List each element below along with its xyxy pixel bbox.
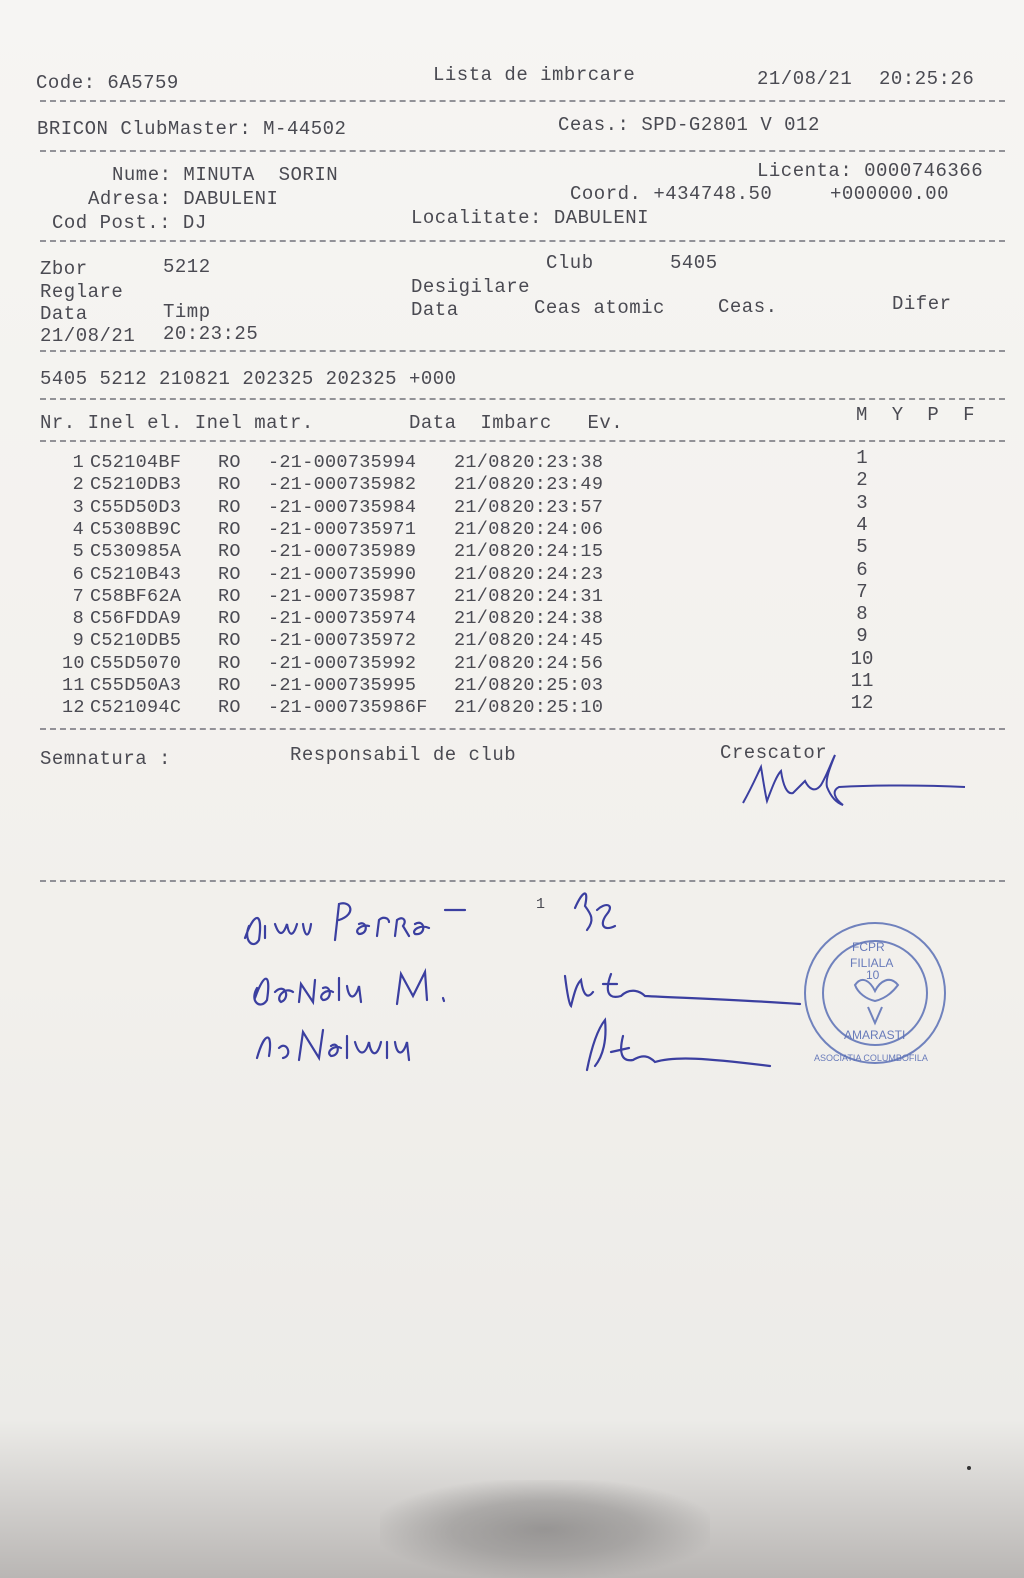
coord-text: Coord. +434748.50	[570, 183, 773, 205]
cell-m: 10	[850, 647, 874, 670]
cell-m: 1	[856, 447, 868, 469]
cell-m: 4	[856, 513, 868, 536]
difer-label: Difer	[892, 293, 952, 315]
reglare-label: Reglare	[40, 281, 124, 303]
cell-el: C530985A	[90, 541, 182, 563]
table-row	[62, 452, 612, 473]
cod-post-text: Cod Post.: DJ	[52, 212, 207, 234]
data2-label: Data	[411, 299, 459, 321]
table-row	[62, 474, 612, 495]
cell-ro: RO	[218, 675, 241, 696]
myp-header: M Y P F	[856, 404, 976, 426]
cell-el: C55D50D3	[90, 496, 182, 518]
cell-time: 20:24:38	[512, 608, 604, 630]
cell-nr: 4	[72, 518, 84, 540]
responsabil-label: Responsabil de club	[290, 744, 517, 766]
cell-matr: -21-000735994	[268, 452, 417, 473]
divider	[40, 240, 1005, 242]
cell-nr: 5	[72, 541, 84, 563]
cell-m: 8	[856, 603, 868, 626]
cell-matr: -21-000735982	[268, 474, 417, 496]
table-row	[62, 519, 612, 540]
cell-matr: -21-000735984	[268, 496, 417, 518]
table-row	[62, 653, 612, 674]
document-title: Lista de imbrcare	[433, 64, 636, 86]
cell-time: 20:23:57	[512, 496, 604, 518]
cell-m: 7	[856, 580, 868, 603]
reglare-date: 21/08/21	[40, 325, 136, 347]
cell-m: 11	[850, 670, 874, 692]
cell-matr: -21-000735987	[268, 585, 417, 607]
stamp-ring-text: ASOCIATIA COLUMBOFILA	[814, 1053, 928, 1063]
table-row	[62, 586, 612, 607]
divider	[40, 440, 1005, 442]
ceas-label: Ceas.	[718, 296, 778, 318]
cell-el: C52104BF	[90, 452, 182, 473]
cell-ro: RO	[218, 630, 241, 652]
cell-m: 9	[856, 625, 868, 648]
cell-time: 20:23:49	[512, 474, 604, 496]
cell-el: C521094C	[90, 697, 182, 719]
cell-m: 3	[856, 491, 868, 514]
cell-m: 6	[856, 558, 868, 581]
cell-time: 20:24:23	[512, 563, 604, 585]
cell-time: 20:25:03	[512, 675, 604, 696]
cell-nr: 8	[72, 608, 84, 630]
cell-time: 20:24:15	[512, 541, 604, 563]
cell-data: 21/08	[454, 563, 512, 585]
stamp-filiala: FILIALA	[850, 956, 894, 970]
cell-el: C56FDDA9	[90, 608, 182, 630]
cell-m: 5	[856, 536, 868, 559]
cell-m: 12	[850, 692, 874, 715]
cell-matr: -21-000735971	[268, 518, 417, 540]
page-number: 1	[536, 896, 546, 913]
cell-nr: 2	[72, 474, 84, 496]
cell-data: 21/08	[454, 630, 512, 652]
nume-text: Nume: MINUTA SORIN	[112, 164, 339, 186]
cell-time: 20:24:06	[512, 518, 604, 540]
crescator-signature	[735, 745, 975, 815]
cell-time: 20:24:45	[512, 630, 604, 652]
cell-matr: -21-000735992	[268, 652, 417, 674]
zbor-label: Zbor	[40, 258, 88, 280]
stamp-num: 10	[866, 968, 880, 982]
reglare-time: 20:23:25	[163, 323, 259, 345]
cell-matr: -21-000735990	[268, 563, 417, 585]
cell-ro: RO	[218, 518, 241, 540]
table-row	[62, 675, 612, 696]
cell-data: 21/08	[454, 675, 512, 696]
ceas-text: Ceas.: SPD-G2801 V 012	[558, 114, 820, 136]
divider	[40, 350, 1005, 352]
cell-ro: RO	[218, 652, 241, 674]
cell-matr: -21-000735989	[268, 541, 417, 563]
crescator-label: Crescator	[720, 742, 828, 764]
licenta-text: Licenta: 0000746366	[757, 160, 984, 182]
cell-data: 21/08	[454, 518, 512, 540]
speck	[967, 1466, 971, 1470]
cell-data: 21/08	[454, 697, 512, 719]
code-line: 5405 5212 210821 202325 202325 +000	[40, 368, 457, 390]
divider	[40, 728, 1005, 730]
cell-el: C5308B9C	[90, 518, 182, 540]
header-date: 21/08/21	[757, 68, 853, 90]
cell-data: 21/08	[454, 652, 512, 674]
localitate-text: Localitate: DABULENI	[411, 207, 650, 229]
cell-data: 21/08	[454, 585, 512, 607]
cell-matr: -21-000735972	[268, 630, 417, 652]
cell-matr: -21-000735986F	[268, 697, 428, 719]
handwritten-names	[235, 880, 815, 1080]
cell-ro: RO	[218, 541, 241, 563]
semnatura-label: Semnatura :	[40, 748, 171, 770]
cell-nr: 10	[62, 652, 85, 674]
cell-data: 21/08	[454, 474, 512, 496]
zbor-value: 5212	[163, 256, 211, 278]
cell-ro: RO	[218, 474, 241, 496]
club-stamp	[800, 915, 950, 1070]
cell-nr: 3	[72, 496, 84, 518]
table-header: Nr. Inel el. Inel matr. Data Imbarc Ev.	[40, 412, 624, 434]
header-time: 20:25:26	[879, 68, 975, 90]
desigilare-label: Desigilare	[411, 276, 531, 298]
table-row	[62, 630, 612, 651]
cell-data: 21/08	[454, 496, 512, 518]
cell-nr: 1	[72, 452, 84, 473]
cell-time: 20:23:38	[512, 452, 604, 473]
cell-m: 2	[856, 469, 868, 492]
ceas-atomic-label: Ceas atomic	[534, 297, 665, 319]
timp-label: Timp	[163, 301, 211, 323]
divider	[40, 398, 1005, 400]
table-row	[62, 497, 612, 518]
code-text: Code: 6A5759	[36, 72, 179, 94]
cell-nr: 7	[72, 585, 84, 607]
cell-time: 20:24:31	[512, 585, 604, 607]
cell-ro: RO	[218, 608, 241, 630]
cell-time: 20:25:10	[512, 697, 604, 719]
table-row	[62, 697, 612, 718]
cell-el: C55D5070	[90, 652, 182, 674]
data-label: Data	[40, 303, 88, 325]
cell-el: C5210DB5	[90, 630, 182, 652]
stamp-text-top: FCPR	[852, 940, 885, 954]
coord2-text: +000000.00	[830, 183, 950, 205]
cell-ro: RO	[218, 496, 241, 518]
club-value: 5405	[670, 252, 718, 274]
cell-matr: -21-000735995	[268, 675, 417, 696]
cell-time: 20:24:56	[512, 652, 604, 674]
cell-nr: 12	[62, 697, 85, 719]
cell-ro: RO	[218, 563, 241, 585]
cell-ro: RO	[218, 585, 241, 607]
divider	[40, 150, 1005, 152]
table-row	[62, 541, 612, 562]
clubmaster-text: BRICON ClubMaster: M-44502	[37, 118, 347, 140]
cell-data: 21/08	[454, 452, 512, 473]
cell-el: C5210B43	[90, 563, 182, 585]
adresa-text: Adresa: DABULENI	[88, 188, 279, 210]
cell-data: 21/08	[454, 608, 512, 630]
photo-shadow	[380, 1480, 710, 1578]
cell-nr: 11	[62, 675, 85, 696]
divider	[40, 100, 1005, 102]
cell-ro: RO	[218, 452, 241, 473]
table-row	[62, 608, 612, 629]
cell-matr: -21-000735974	[268, 608, 417, 630]
cell-data: 21/08	[454, 541, 512, 563]
club-label: Club	[546, 252, 594, 274]
cell-el: C5210DB3	[90, 474, 182, 496]
cell-nr: 6	[72, 563, 84, 585]
cell-ro: RO	[218, 697, 241, 719]
cell-nr: 9	[72, 630, 84, 652]
stamp-city: AMARASTI	[844, 1028, 906, 1042]
cell-el: C55D50A3	[90, 675, 182, 696]
cell-el: C58BF62A	[90, 585, 182, 607]
table-row	[62, 564, 612, 585]
